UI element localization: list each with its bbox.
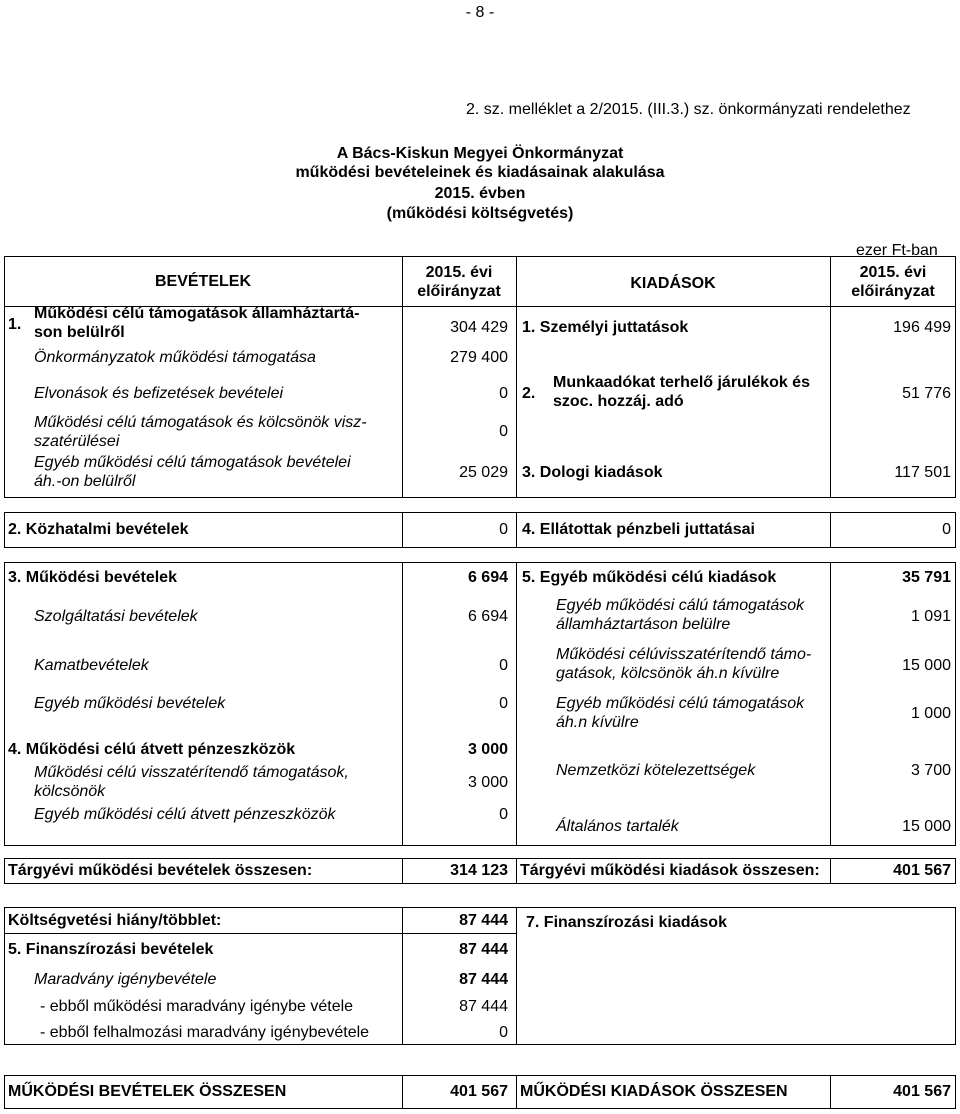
financing-expenditure: 7. Finanszírozási kiadások xyxy=(526,914,727,931)
revenue-header: BEVÉTELEK xyxy=(154,273,251,290)
title-line-1: A Bács-Kiskun Megyei Önkormányzat xyxy=(336,145,624,162)
expense-col-header-2: előirányzat xyxy=(851,283,935,300)
unit-label: ezer Ft-ban xyxy=(856,242,938,259)
title-line-4: (működési költségvetés) xyxy=(386,205,574,222)
expense-col-header-1: 2015. évi xyxy=(859,264,927,281)
expense-header: KIADÁSOK xyxy=(630,275,716,292)
revenue-col-header-1: 2015. évi xyxy=(425,264,493,281)
title-line-2: működési bevételeinek és kiadásainak alakulása xyxy=(295,164,665,181)
annex-reference: 2. sz. melléklet a 2/2015. (III.3.) sz. önkormányzati rendelethez xyxy=(466,101,911,118)
title-line-3: 2015. évben xyxy=(434,185,526,202)
revenue-col-header-2: előirányzat xyxy=(417,283,501,300)
page-number: - 8 - xyxy=(465,4,495,21)
